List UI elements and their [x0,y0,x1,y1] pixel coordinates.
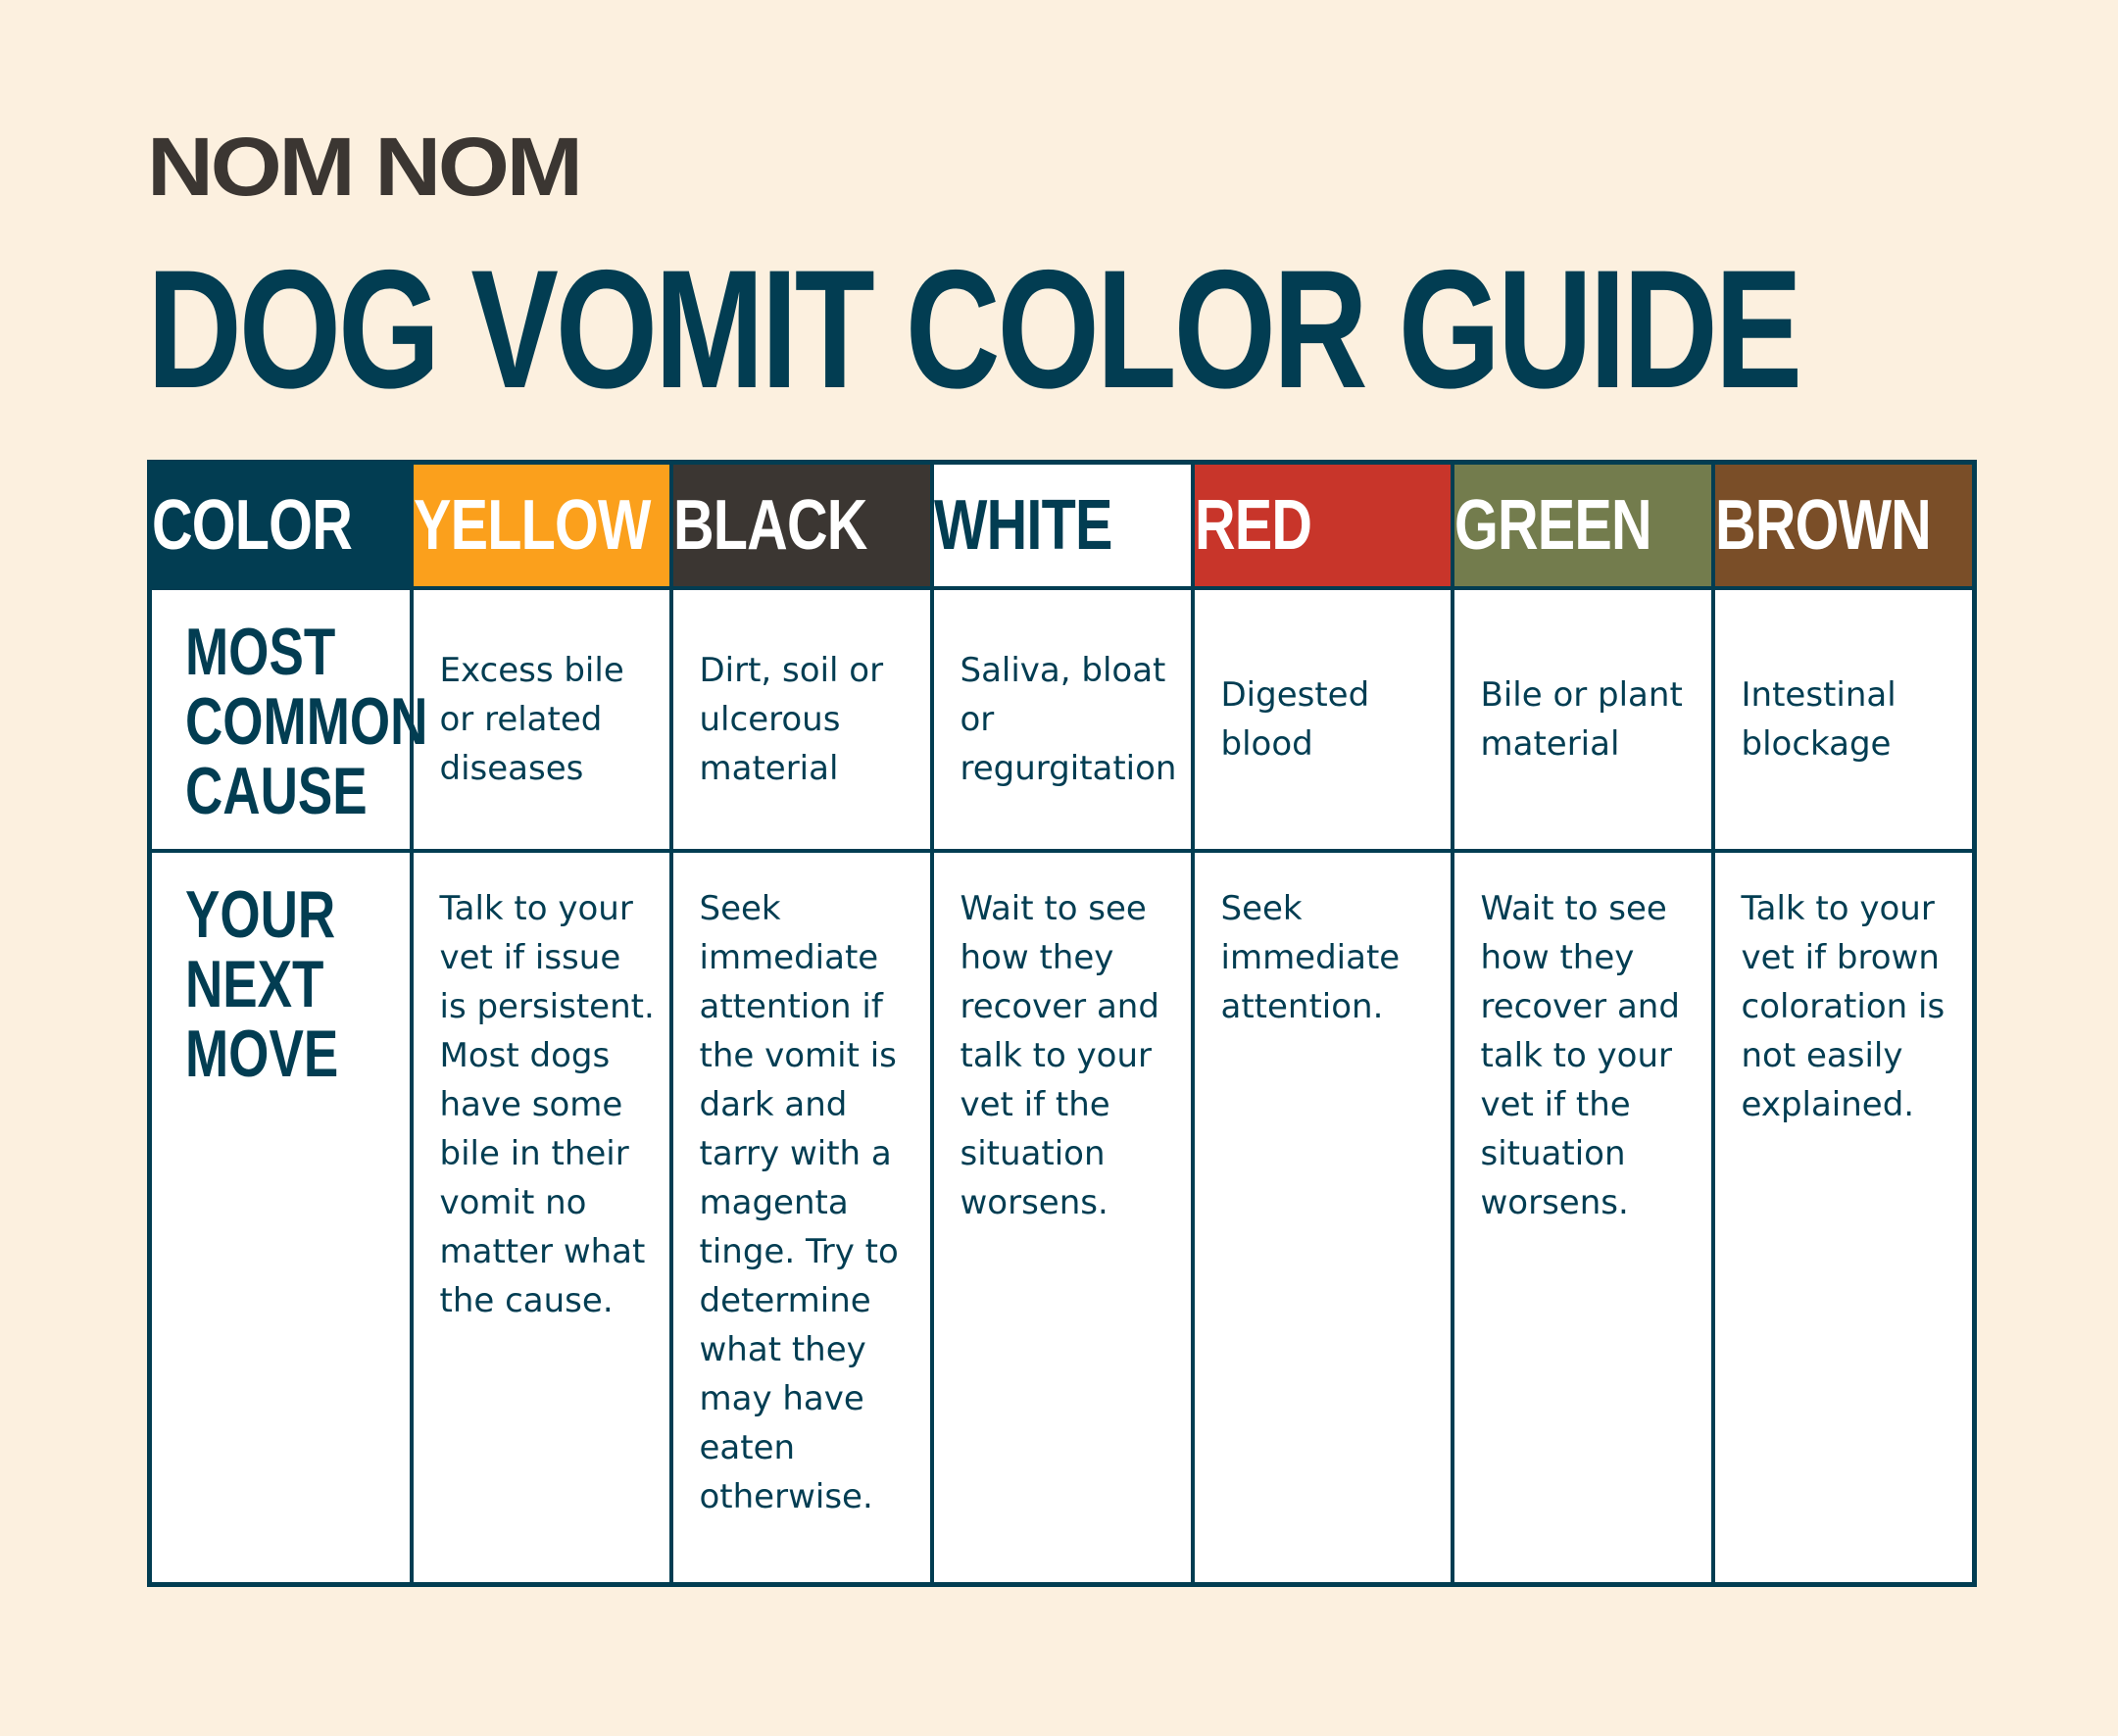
move-text-white: Wait to see how they recover and talk to your vet if the situation worsens. [960,889,1159,1222]
brand-logo: NOM NOM [147,121,580,213]
move-cell-white [932,851,1193,1585]
header-label-brown: BROWN [1714,486,1931,565]
page-title: DOG VOMIT COLOR GUIDE [147,235,1800,423]
move-cell-brown [1713,851,1975,1585]
header-label-green: GREEN [1453,486,1651,565]
header-cell-yellow [412,463,671,589]
header-cell-white [932,463,1193,589]
cause-cell-green [1453,588,1713,851]
move-text-green: Wait to see how they recover and talk to your vet if the situation worsens. [1480,889,1680,1222]
row-label-most-common-cause: MOST COMMON CAUSE [185,615,428,828]
header-cell-color [150,463,412,589]
cause-text-brown: Intestinal blockage [1741,675,1896,764]
cause-text-green: Bile or plant material [1480,675,1683,764]
header-label-black: BLACK [672,486,867,565]
cause-cell-white [932,588,1193,851]
move-cell-yellow [412,851,671,1585]
move-text-black: Seek immediate attention if the vomit is dark and tarry with a magenta tinge. Try to determine what they may have eaten otherwise. [699,889,899,1516]
cause-cell-brown [1713,588,1975,851]
move-text-red: Seek immediate attention. [1220,889,1401,1026]
move-cell-black [671,851,932,1585]
cause-text-yellow: Excess bile or related diseases [439,651,624,788]
move-text-yellow: Talk to your vet if issue is persistent. Most dogs have some bile in their vomit no matter what the cause. [439,889,655,1320]
header-cell-brown [1713,463,1975,589]
cause-text-red: Digested blood [1220,675,1370,764]
header-cell-green [1453,463,1713,589]
row-label-cell [150,851,412,1585]
header-row [150,463,1975,589]
move-cell-red [1193,851,1453,1585]
cause-cell-yellow [412,588,671,851]
cause-cell-black [671,588,932,851]
cause-cell-red [1193,588,1453,851]
move-text-brown: Talk to your vet if brown coloration is not easily explained. [1741,889,1946,1124]
row-label-your-next-move: YOUR NEXT MOVE [185,877,339,1091]
color-guide-table [147,460,1977,1587]
row-label-cell [150,588,428,851]
header-label-yellow: YELLOW [413,486,651,565]
header-cell-black [671,463,932,589]
header-label-color: COLOR [152,486,352,565]
cause-text-black: Dirt, soil or ulcerous material [699,651,884,788]
table-row-your-next-move [150,851,1975,1585]
cause-text-white: Saliva, bloat or regurgitation [960,651,1177,788]
table-row-most-common-cause [150,588,1975,851]
header-label-red: RED [1194,486,1311,565]
header-label-white: WHITE [933,486,1112,565]
header-cell-red [1193,463,1453,589]
move-cell-green [1453,851,1713,1585]
